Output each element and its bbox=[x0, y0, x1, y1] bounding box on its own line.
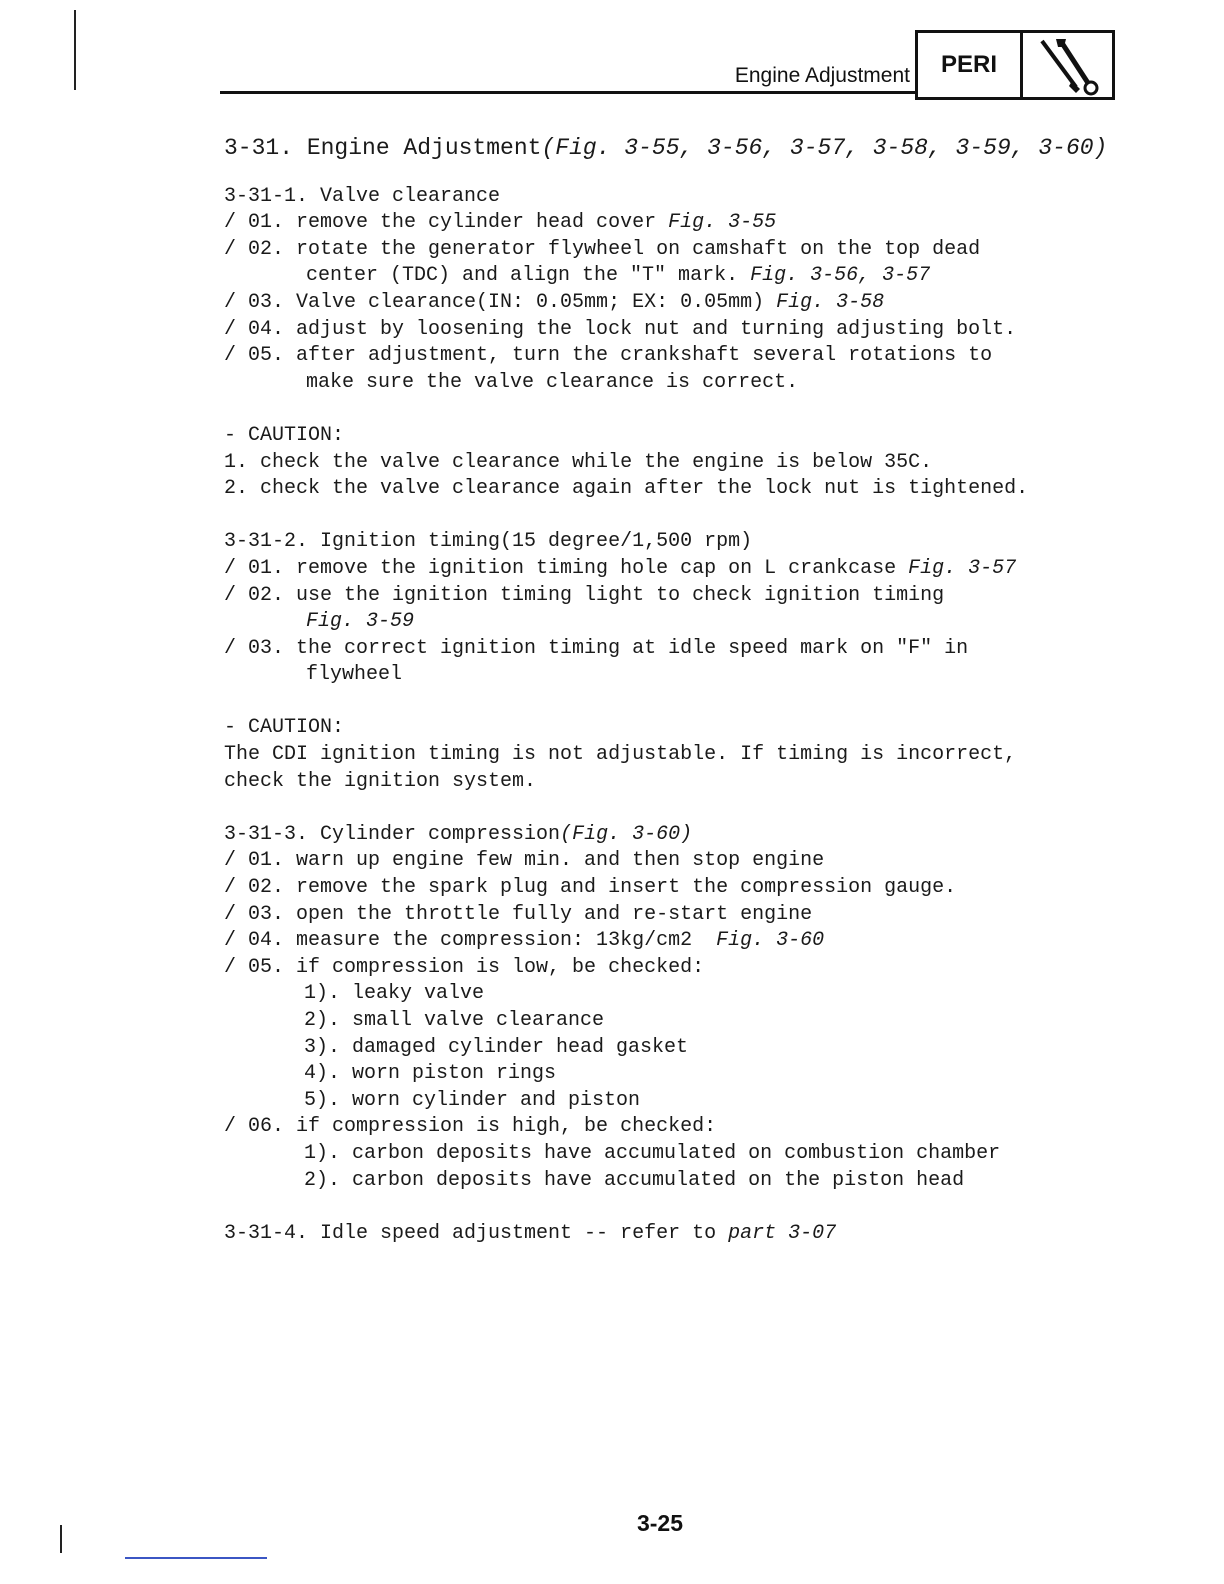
list-item: 1). leaky valve bbox=[304, 982, 485, 1006]
page-number: 3-25 bbox=[636, 1510, 684, 1536]
section-heading: 3-31. Engine Adjustment(Fig. 3-55, 3-56, 3-57, 3-58, 3-59, 3-60) bbox=[224, 135, 1108, 161]
step-continuation: Fig. 3-59 bbox=[306, 610, 415, 634]
step: / 03. open the throttle fully and re-start engine bbox=[224, 902, 813, 926]
step: / 05. if compression is low, be checked: bbox=[224, 955, 705, 979]
badge-label: PERI bbox=[918, 33, 1023, 97]
subsection-title-idle: 3-31-4. Idle speed adjustment -- refer to part 3-07 bbox=[224, 1221, 837, 1245]
subsection-title-valve: 3-31-1. Valve clearance bbox=[224, 184, 501, 208]
caution-label: - CAUTION: bbox=[224, 716, 345, 740]
list-item: 3). damaged cylinder head gasket bbox=[304, 1035, 689, 1059]
step: / 01. warn up engine few min. and then stop engine bbox=[224, 849, 825, 873]
section-badge bbox=[915, 30, 1115, 100]
wrench-screwdriver-icon bbox=[1036, 37, 1108, 97]
step-continuation: make sure the valve clearance is correct. bbox=[306, 370, 799, 394]
page-body bbox=[224, 135, 1124, 1247]
step: / 01. remove the cylinder head cover Fig. 3-55 bbox=[224, 211, 777, 235]
list-item: 1). carbon deposits have accumulated on combustion chamber bbox=[304, 1141, 1001, 1165]
step-continuation: flywheel bbox=[306, 663, 403, 687]
step: / 02. use the ignition timing light to check ignition timing bbox=[224, 583, 945, 607]
caution-label: - CAUTION: bbox=[224, 423, 345, 447]
step: / 03. the correct ignition timing at idle speed mark on "F" in bbox=[224, 636, 969, 660]
caution-item: 1. check the valve clearance while the engine is below 35C. bbox=[224, 450, 933, 474]
caution-item: 2. check the valve clearance again after the lock nut is tightened. bbox=[224, 477, 1029, 501]
binding-mark-bottom bbox=[60, 1525, 62, 1553]
step: / 05. after adjustment, turn the crankshaft several rotations to bbox=[224, 344, 993, 368]
subsection-title-ignition: 3-31-2. Ignition timing(15 degree/1,500 rpm) bbox=[224, 530, 753, 554]
step: / 04. measure the compression: 13kg/cm2 Fig. 3-60 bbox=[224, 929, 825, 953]
step-continuation: center (TDC) and align the "T" mark. Fig. 3-56, 3-57 bbox=[306, 264, 931, 288]
list-item: 2). carbon deposits have accumulated on the piston head bbox=[304, 1168, 965, 1192]
step: / 06. if compression is high, be checked: bbox=[224, 1115, 717, 1139]
step: / 02. rotate the generator flywheel on camshaft on the top dead bbox=[224, 237, 981, 261]
scan-artifact-line bbox=[125, 1557, 267, 1559]
binding-mark-top bbox=[74, 10, 76, 90]
step: / 01. remove the ignition timing hole cap on L crankcase Fig. 3-57 bbox=[224, 556, 1017, 580]
subsection-title-compression: 3-31-3. Cylinder compression(Fig. 3-60) bbox=[224, 822, 693, 846]
step: / 04. adjust by loosening the lock nut and turning adjusting bolt. bbox=[224, 317, 1017, 341]
caution-text: The CDI ignition timing is not adjustable. If timing is incorrect, bbox=[224, 743, 1017, 767]
step: / 02. remove the spark plug and insert the compression gauge. bbox=[224, 876, 957, 900]
list-item: 4). worn piston rings bbox=[304, 1062, 557, 1086]
header-rule bbox=[220, 91, 920, 94]
list-item: 2). small valve clearance bbox=[304, 1009, 605, 1032]
step: / 03. Valve clearance(IN: 0.05mm; EX: 0.05mm) Fig. 3-58 bbox=[224, 290, 885, 314]
header-title: Engine Adjustment bbox=[734, 64, 910, 87]
caution-text: check the ignition system. bbox=[224, 769, 537, 793]
list-item: 5). worn cylinder and piston bbox=[304, 1088, 641, 1112]
